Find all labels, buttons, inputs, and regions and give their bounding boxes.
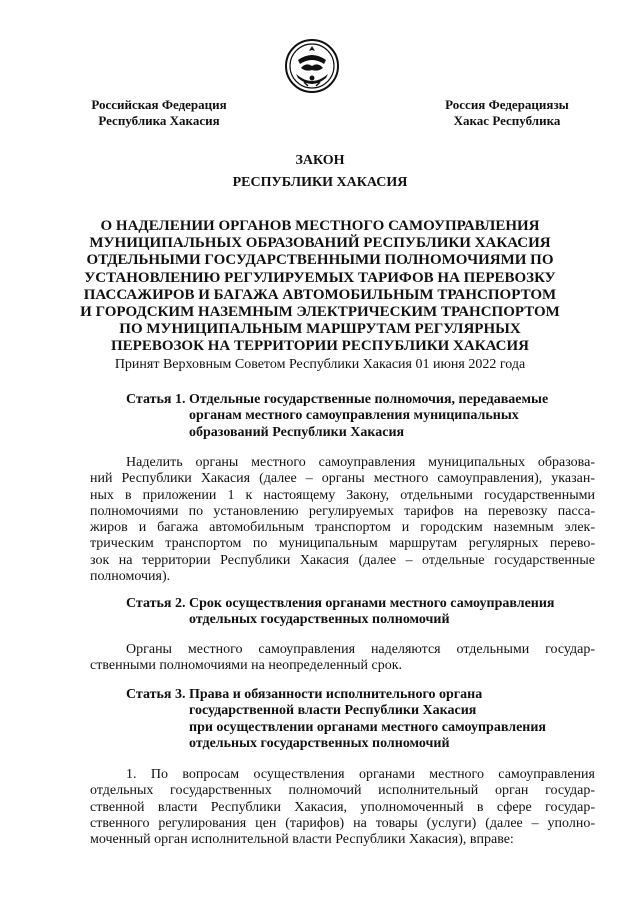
- law-name: [40, 218, 600, 356]
- paragraph-line: зок на территории Республики Хакасия (далее – отдельные государственные: [90, 552, 595, 568]
- paragraph-line: ственного регулирования цен (тарифов) на товары (услуги) (далее – уполно-: [90, 815, 595, 831]
- paragraph-line: 1. По вопросам осуществления органами местного самоуправления: [126, 767, 595, 782]
- article-heading-line: Статья 2. Срок осуществления органами местного самоуправления: [126, 596, 555, 611]
- paragraph-line: полномочия).: [90, 569, 171, 585]
- header-right: [432, 97, 582, 129]
- article-1-heading: [126, 392, 606, 441]
- header-left-line: Российская Федерация: [91, 97, 227, 112]
- law-name-line: УСТАНОВЛЕНИЮ РЕГУЛИРУЕМЫХ ТАРИФОВ НА ПЕРЕВОЗКУ: [84, 269, 556, 286]
- header-right-line: Россия Федерациязы: [445, 97, 569, 112]
- law-name-line: ПАССАЖИРОВ И БАГАЖА АВТОМОБИЛЬНЫМ ТРАНСПОРТОМ: [83, 286, 557, 303]
- article-heading-line: отдельных государственных полномочий: [189, 612, 450, 628]
- paragraph-line: Наделить органы местного самоуправления муниципальных образова-: [126, 455, 595, 470]
- law-title: [0, 150, 640, 194]
- paragraph-line: жиров и багажа автомобильным транспортом и городским наземным элек-: [90, 520, 595, 536]
- paragraph-line: отдельных государственных полномочий исполнительный орган государ-: [90, 783, 595, 799]
- law-name-line: ОТДЕЛЬНЫМИ ГОСУДАРСТВЕННЫМИ ПОЛНОМОЧИЯМИ ПО: [86, 252, 554, 269]
- paragraph-line: ний Республики Хакасия (далее – органы местного самоуправления), указан-: [90, 471, 595, 487]
- article-heading-line: органам местного самоуправления муниципальных: [189, 408, 519, 424]
- law-title-line: ЗАКОН: [295, 153, 345, 168]
- article-heading-line: при осуществлении органами местного самоуправления: [189, 719, 546, 735]
- adoption-statement: Принят Верховным Советом Республики Хакасия 01 июня 2022 года: [114, 357, 526, 372]
- article-1-body: [90, 455, 595, 585]
- paragraph-line: ных в приложении 1 к настоящему Закону, отдельными государственными: [90, 487, 595, 503]
- coat-of-arms-icon: [284, 38, 340, 94]
- law-title-line: РЕСПУБЛИКИ ХАКАСИЯ: [232, 175, 408, 190]
- paragraph-line: ственными полномочиями на неопределенный срок.: [90, 658, 403, 674]
- article-heading-line: Статья 3. Права и обязанности исполнительного органа: [126, 687, 483, 702]
- article-heading-line: Статья 1. Отдельные государственные полномочия, передаваемые: [126, 392, 549, 407]
- law-name-line: О НАДЕЛЕНИИ ОРГАНОВ МЕСТНОГО САМОУПРАВЛЕНИЯ: [100, 218, 540, 234]
- law-name-line: МУНИЦИПАЛЬНЫХ ОБРАЗОВАНИЙ РЕСПУБЛИКИ ХАКАСИЯ: [89, 235, 551, 252]
- paragraph-line: Органы местного самоуправления наделяются отдельными государ-: [126, 642, 595, 657]
- paragraph-line: ственной власти Республики Хакасия, уполномоченный в сфере государ-: [90, 799, 595, 815]
- header-right-line: Хакас Республика: [453, 113, 561, 128]
- paragraph-line: полномочиями по установлению регулируемых тарифов на перевозку пасса-: [90, 503, 595, 519]
- header-left: [84, 97, 234, 129]
- paragraph-line: моченный орган исполнительной власти Республики Хакасия), вправе:: [90, 832, 514, 848]
- article-heading-line: отдельных государственных полномочий: [189, 735, 450, 751]
- article-heading-line: государственной власти Республики Хакасия: [189, 703, 477, 719]
- article-3-heading: [126, 687, 606, 752]
- header-left-line: Республика Хакасия: [98, 113, 220, 128]
- article-2-body: [90, 642, 595, 675]
- article-3-body: [90, 767, 595, 848]
- article-2-heading: [126, 596, 606, 629]
- paragraph-line: трическим транспортом по муниципальным маршрутам регулярных перево-: [90, 536, 595, 552]
- law-name-line: ПО МУНИЦИПАЛЬНЫМ МАРШРУТАМ РЕГУЛЯРНЫХ: [119, 321, 521, 338]
- article-heading-line: образований Республики Хакасия: [189, 424, 405, 440]
- law-name-line: И ГОРОДСКИМ НАЗЕМНЫМ ЭЛЕКТРИЧЕСКИМ ТРАНСПОРТОМ: [80, 304, 560, 321]
- law-name-line: ПЕРЕВОЗОК НА ТЕРРИТОРИИ РЕСПУБЛИКИ ХАКАСИЯ: [110, 338, 529, 355]
